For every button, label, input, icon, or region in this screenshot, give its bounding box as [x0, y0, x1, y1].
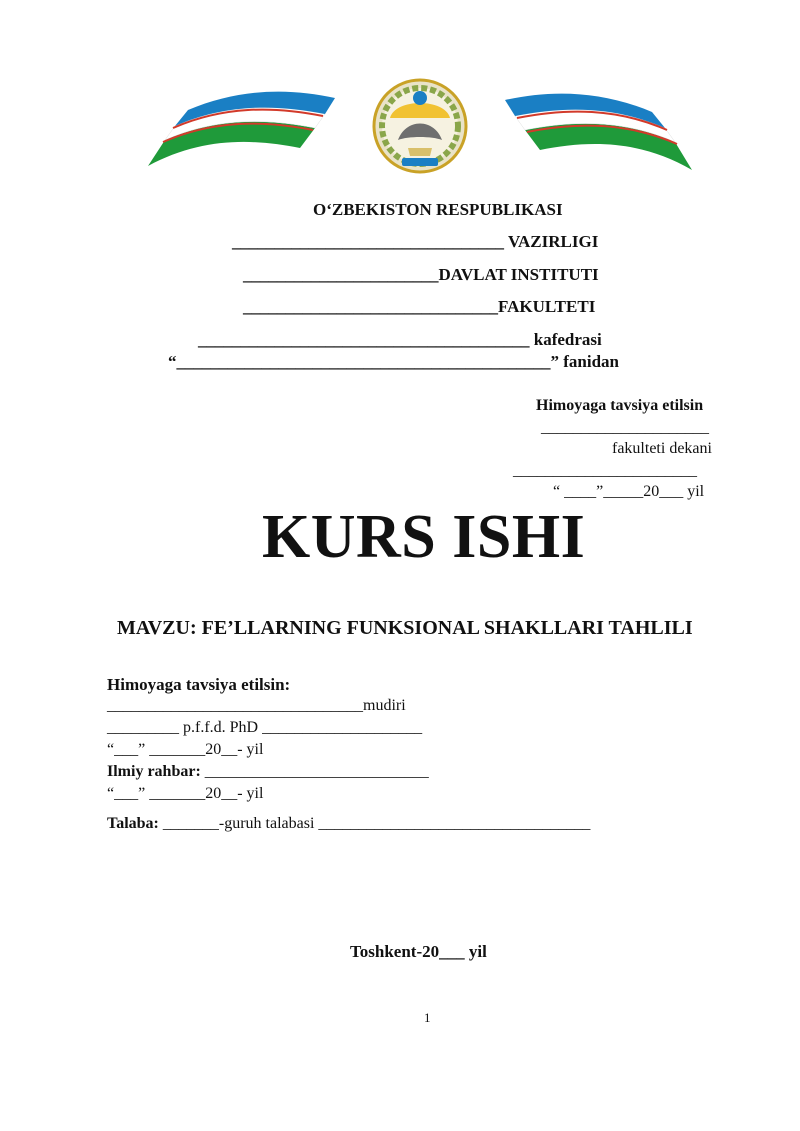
supervisor-line: ____________________________	[200, 763, 429, 780]
institute-line: _______________________DAVLAT INSTITUTI	[243, 265, 599, 284]
dean-signature-line: _____________________	[541, 419, 709, 436]
dean-label: fakulteti dekani	[612, 440, 712, 457]
head-of-department-line: ________________________________mudiri	[107, 697, 406, 714]
flag-emblem-icon	[140, 78, 700, 178]
student-line: _______-guruh talabasi __________________________________	[158, 815, 591, 832]
supervisor-row	[107, 763, 429, 781]
approval-heading-top: Himoyaga tavsiya etilsin	[536, 397, 704, 414]
faculty-line: ______________________________FAKULTETI	[243, 297, 596, 316]
approval-date-2: “___” _______20__- yil	[107, 785, 264, 802]
student-label: Talaba:	[107, 815, 159, 832]
republic-heading: O‘ZBEKISTON RESPUBLIKASI	[313, 200, 563, 219]
page-number: 1	[424, 1010, 431, 1025]
degree-line: _________ p.f.f.d. PhD ____________________	[107, 719, 423, 736]
approval-date-1: “___” _______20__- yil	[107, 741, 264, 758]
approval-date-top: “ ____”_____20___ yil	[553, 483, 705, 500]
city-year: Toshkent-20___ yil	[350, 942, 487, 961]
student-row	[107, 815, 590, 833]
approval-heading-bottom: Himoyaga tavsiya etilsin:	[107, 675, 291, 694]
flag-emblem-banner	[140, 78, 700, 178]
supervisor-label: Ilmiy rahbar:	[107, 763, 201, 780]
topic-heading: MAVZU: FE’LLARNING FUNKSIONAL SHAKLLARI TAHLILI	[117, 617, 693, 639]
dean-name-line: _______________________	[513, 462, 697, 479]
ministry-line: ________________________________ VAZIRLIGI	[232, 232, 599, 251]
document-title: KURS ISHI	[262, 503, 586, 571]
subject-line: “____________________________________________” fanidan	[168, 352, 619, 371]
department-line: _______________________________________ kafedrasi	[198, 330, 602, 349]
